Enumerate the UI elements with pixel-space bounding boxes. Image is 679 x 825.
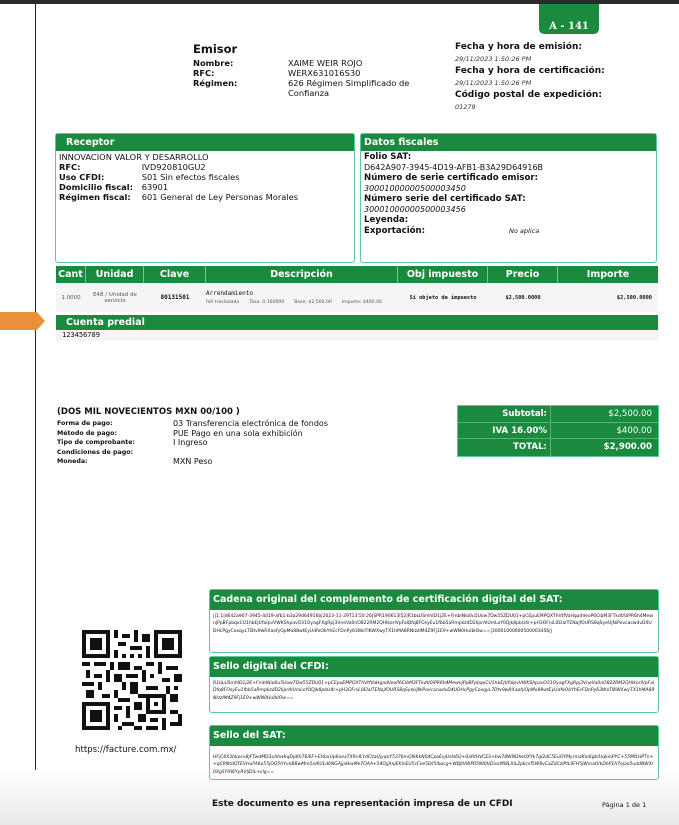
page-number: Página 1 de 1 xyxy=(602,801,647,809)
total-row: TOTAL: $2,900.00 xyxy=(458,439,658,456)
receptor-title: Receptor xyxy=(56,134,354,151)
cadena-original-box xyxy=(209,589,659,653)
datos-fiscales-box xyxy=(360,133,657,263)
emisor-rfc: RFC: WERX631016S30 xyxy=(193,68,361,78)
sello-cfdi-box xyxy=(209,656,659,713)
cell-obj-impuesto: Sí objeto de impuesto xyxy=(409,294,477,301)
subtotal-row: Subtotal: $2,500.00 xyxy=(458,406,658,423)
col-descripcion: Descripción xyxy=(206,266,398,283)
fecha-emision-label: Fecha y hora de emisión: xyxy=(455,42,582,52)
forma-pago: Forma de pago: 03 Transferencia electrónica de fondos xyxy=(57,419,328,428)
cadena-original-value: ||1.1|d642a907-3945-4d19-afb1-b3a29d64916b|2023-11-29T13:50:26|SPR190613I52|R1bLUSmhlD1j2E+FmblNio0u5Uow7Dw55ZDU01+pCEpuEMPQXThVtfVaHgadVeoP6ClbM3FTkdt/0iPR6h4MewnjPpBFpbqxCU1hbEjt/faIpvVWKShpavO31OyagFXgRpj3VneVa0nO822RM2QHlkorlVpFalDfq8FOsyEu1fbb5aRmpkzdD2IiprAIUmLoY0Qjk8pbU4r+pH3OFniL0EIaITENajfOURS8qSyeUjNiPovcacwdvD4UDHcPgyCoxqyL7Dtv9wRXaofyOpMo88wtEyUdfeObYhEcFDnPy63WoTIKWXwyTX1hMA8RNIzzIM4Z9Fj1E9+wWN0HuIbIOw==|30001000000500003456|| xyxy=(213,614,654,634)
serie-sat-label: Número serie del certificado SAT: xyxy=(364,194,526,204)
arrow-pointer-icon xyxy=(0,312,45,330)
leyenda-label: Leyenda: xyxy=(364,215,409,225)
emisor-title: Emisor xyxy=(193,42,238,56)
cell-unidad: E48 / Unidad de servicio xyxy=(93,291,137,304)
sello-cfdi-value: R1bLUSmhlD1j2E+FmblNio0u5Uow7Dw55ZDU01+pCEpuEMPQXThVtfVaHgadVeoP6ClbM3FTkdt/0iPR6h4MewnjPpBFpbqxCU1hbEjt/faIpvVWKShpavO31OyagFXgRpj3VneVa0nO822RM2QHlkorlVpFalDfq8FOsyEu1fbb5aRmpkzdD2IiprAIUmLoY0Qjk8pbU4r+pH3OFniL0EIaITENajfOURS8qSyeUjNiPovcacwdvD4UDHcPgyCoxqyL7Dtv9wRXaofyOpMo88wtEyUdfeObYhEcFDnPy63WoTIKWXwyTX1hMA8RNIzzIM4Z9Fj1E9+wWN0HuIbIOw== xyxy=(213,681,655,701)
footer-cfdi-text: Este documento es una representación impresa de un CFDI xyxy=(212,799,513,809)
sello-sat-value: HFjC6X3bkpcv8jFTwdMD3uhhwKqDpKh76l6F+EHbxUp6xeaTXRnfLYdCVaUjyqoY5376mQfkKkN04CpoEvjUsIs6Q+0aRtHVCES+bw74WNDhe0XYk7gI2dC5EuOYMyrmaKlu6gb/UqkmPYC+55MfLHPTn++qCRNtdQTEVHuFAKx55jOQ5hYvnBBwMm5x/KULd6NGAjjaIkwMe7OAA+54OjjAnjEKlnEU5cFve50/l5lbocg+WBjtVWP05Nt0VDivLMl8LXiL2pkcsf5W8vCaZdCzlPtL9FH5jWmatVkDhP1h7ejao5uddNWX/0XgSYlH6YyRVljDiL+clg== xyxy=(213,755,654,775)
col-obj-impuesto: Obj impuesto xyxy=(398,266,488,283)
receptor-name: INNOVACION VALOR Y DESARROLLO xyxy=(59,152,209,162)
iva-row: IVA 16.00% $400.00 xyxy=(458,423,658,440)
datos-fiscales-title: Datos fiscales xyxy=(361,134,656,151)
serie-sat-value: 30001000000500003456 xyxy=(364,204,466,214)
fecha-certificacion-label: Fecha y hora de certificación: xyxy=(455,66,605,76)
receptor-uso-cfdi: Uso CFDI: S01 Sin efectos fiscales xyxy=(59,172,240,182)
qr-code xyxy=(82,630,182,730)
metodo-pago: Método de pago: PUE Pago en una sola exhibición xyxy=(57,428,303,438)
col-cant: Cant xyxy=(56,266,86,283)
moneda: Moneda: MXN Peso xyxy=(57,457,213,466)
emisor-regimen: Régimen: 626 Régimen Simplificado de Confianza xyxy=(193,78,410,98)
cadena-original-title: Cadena original del complemento de certificación digital del SAT: xyxy=(210,590,658,610)
sello-cfdi-title: Sello digital del CFDI: xyxy=(210,657,658,677)
table-row xyxy=(56,283,658,312)
codigo-postal-label: Código postal de expedición: xyxy=(455,90,602,100)
serie-emisor-value: 30001000000500003450 xyxy=(364,183,466,193)
cell-precio: $2,500.0000 xyxy=(505,294,541,301)
receptor-box xyxy=(55,133,355,263)
codigo-postal-value: 01279 xyxy=(455,103,476,111)
sello-sat-box xyxy=(209,725,659,780)
serie-emisor-label: Número de serie certificado emisor: xyxy=(364,173,539,183)
cell-importe: $2,500.0000 xyxy=(616,294,652,301)
condiciones-pago: Condiciones de pago: xyxy=(57,448,134,456)
col-unidad: Unidad xyxy=(86,266,144,283)
receptor-domicilio: Domicilio fiscal: 63901 xyxy=(59,182,169,192)
emisor-nombre: Nombre: XAIME WEIR ROJO xyxy=(193,58,363,68)
cell-clave: 80131501 xyxy=(160,294,190,301)
totals-table xyxy=(457,405,659,457)
items-table-header xyxy=(56,266,658,283)
receptor-rfc: RFC: IVD920810GU2 xyxy=(59,162,206,172)
pago-section xyxy=(57,419,413,467)
folio-badge: A - 141 xyxy=(539,4,599,34)
folio-sat-value: D642A907-3945-4D19-AFB1-B3A29D64916B xyxy=(364,162,544,172)
fechas-section xyxy=(455,42,605,114)
cell-cant: 1.0000 xyxy=(61,294,81,301)
sello-sat-title: Sello del SAT: xyxy=(210,726,658,746)
fecha-certificacion-value: 29/11/2023 1:50:26 PM xyxy=(455,79,532,87)
folio-sat-label: Folio SAT: xyxy=(364,152,412,162)
fecha-emision-value: 29/11/2023 1:50:26 PM xyxy=(455,55,532,63)
col-importe: Importe xyxy=(586,269,630,280)
tipo-comprobante: Tipo de comprobante: I Ingreso xyxy=(57,438,208,447)
cell-descripcion: Arrendamiento IVA trasladado Tasa: 0.160000 Base: $2,500.00 Importe: $400.00 xyxy=(206,290,382,305)
col-clave: Clave xyxy=(144,266,206,283)
col-precio: Precio xyxy=(488,266,558,283)
cuenta-predial-title: Cuenta predial xyxy=(56,315,658,330)
receptor-regimen: Régimen fiscal: 601 General de Ley Personas Morales xyxy=(59,192,299,202)
importe-letra: (DOS MIL NOVECIENTOS MXN 00/100 ) xyxy=(57,407,240,417)
emisor-section xyxy=(193,42,428,98)
exportacion-row: Exportación: No aplica xyxy=(364,225,540,236)
cuenta-predial-value: 123456789 xyxy=(56,330,658,341)
qr-url-text: https://facture.com.mx/ xyxy=(75,745,177,755)
